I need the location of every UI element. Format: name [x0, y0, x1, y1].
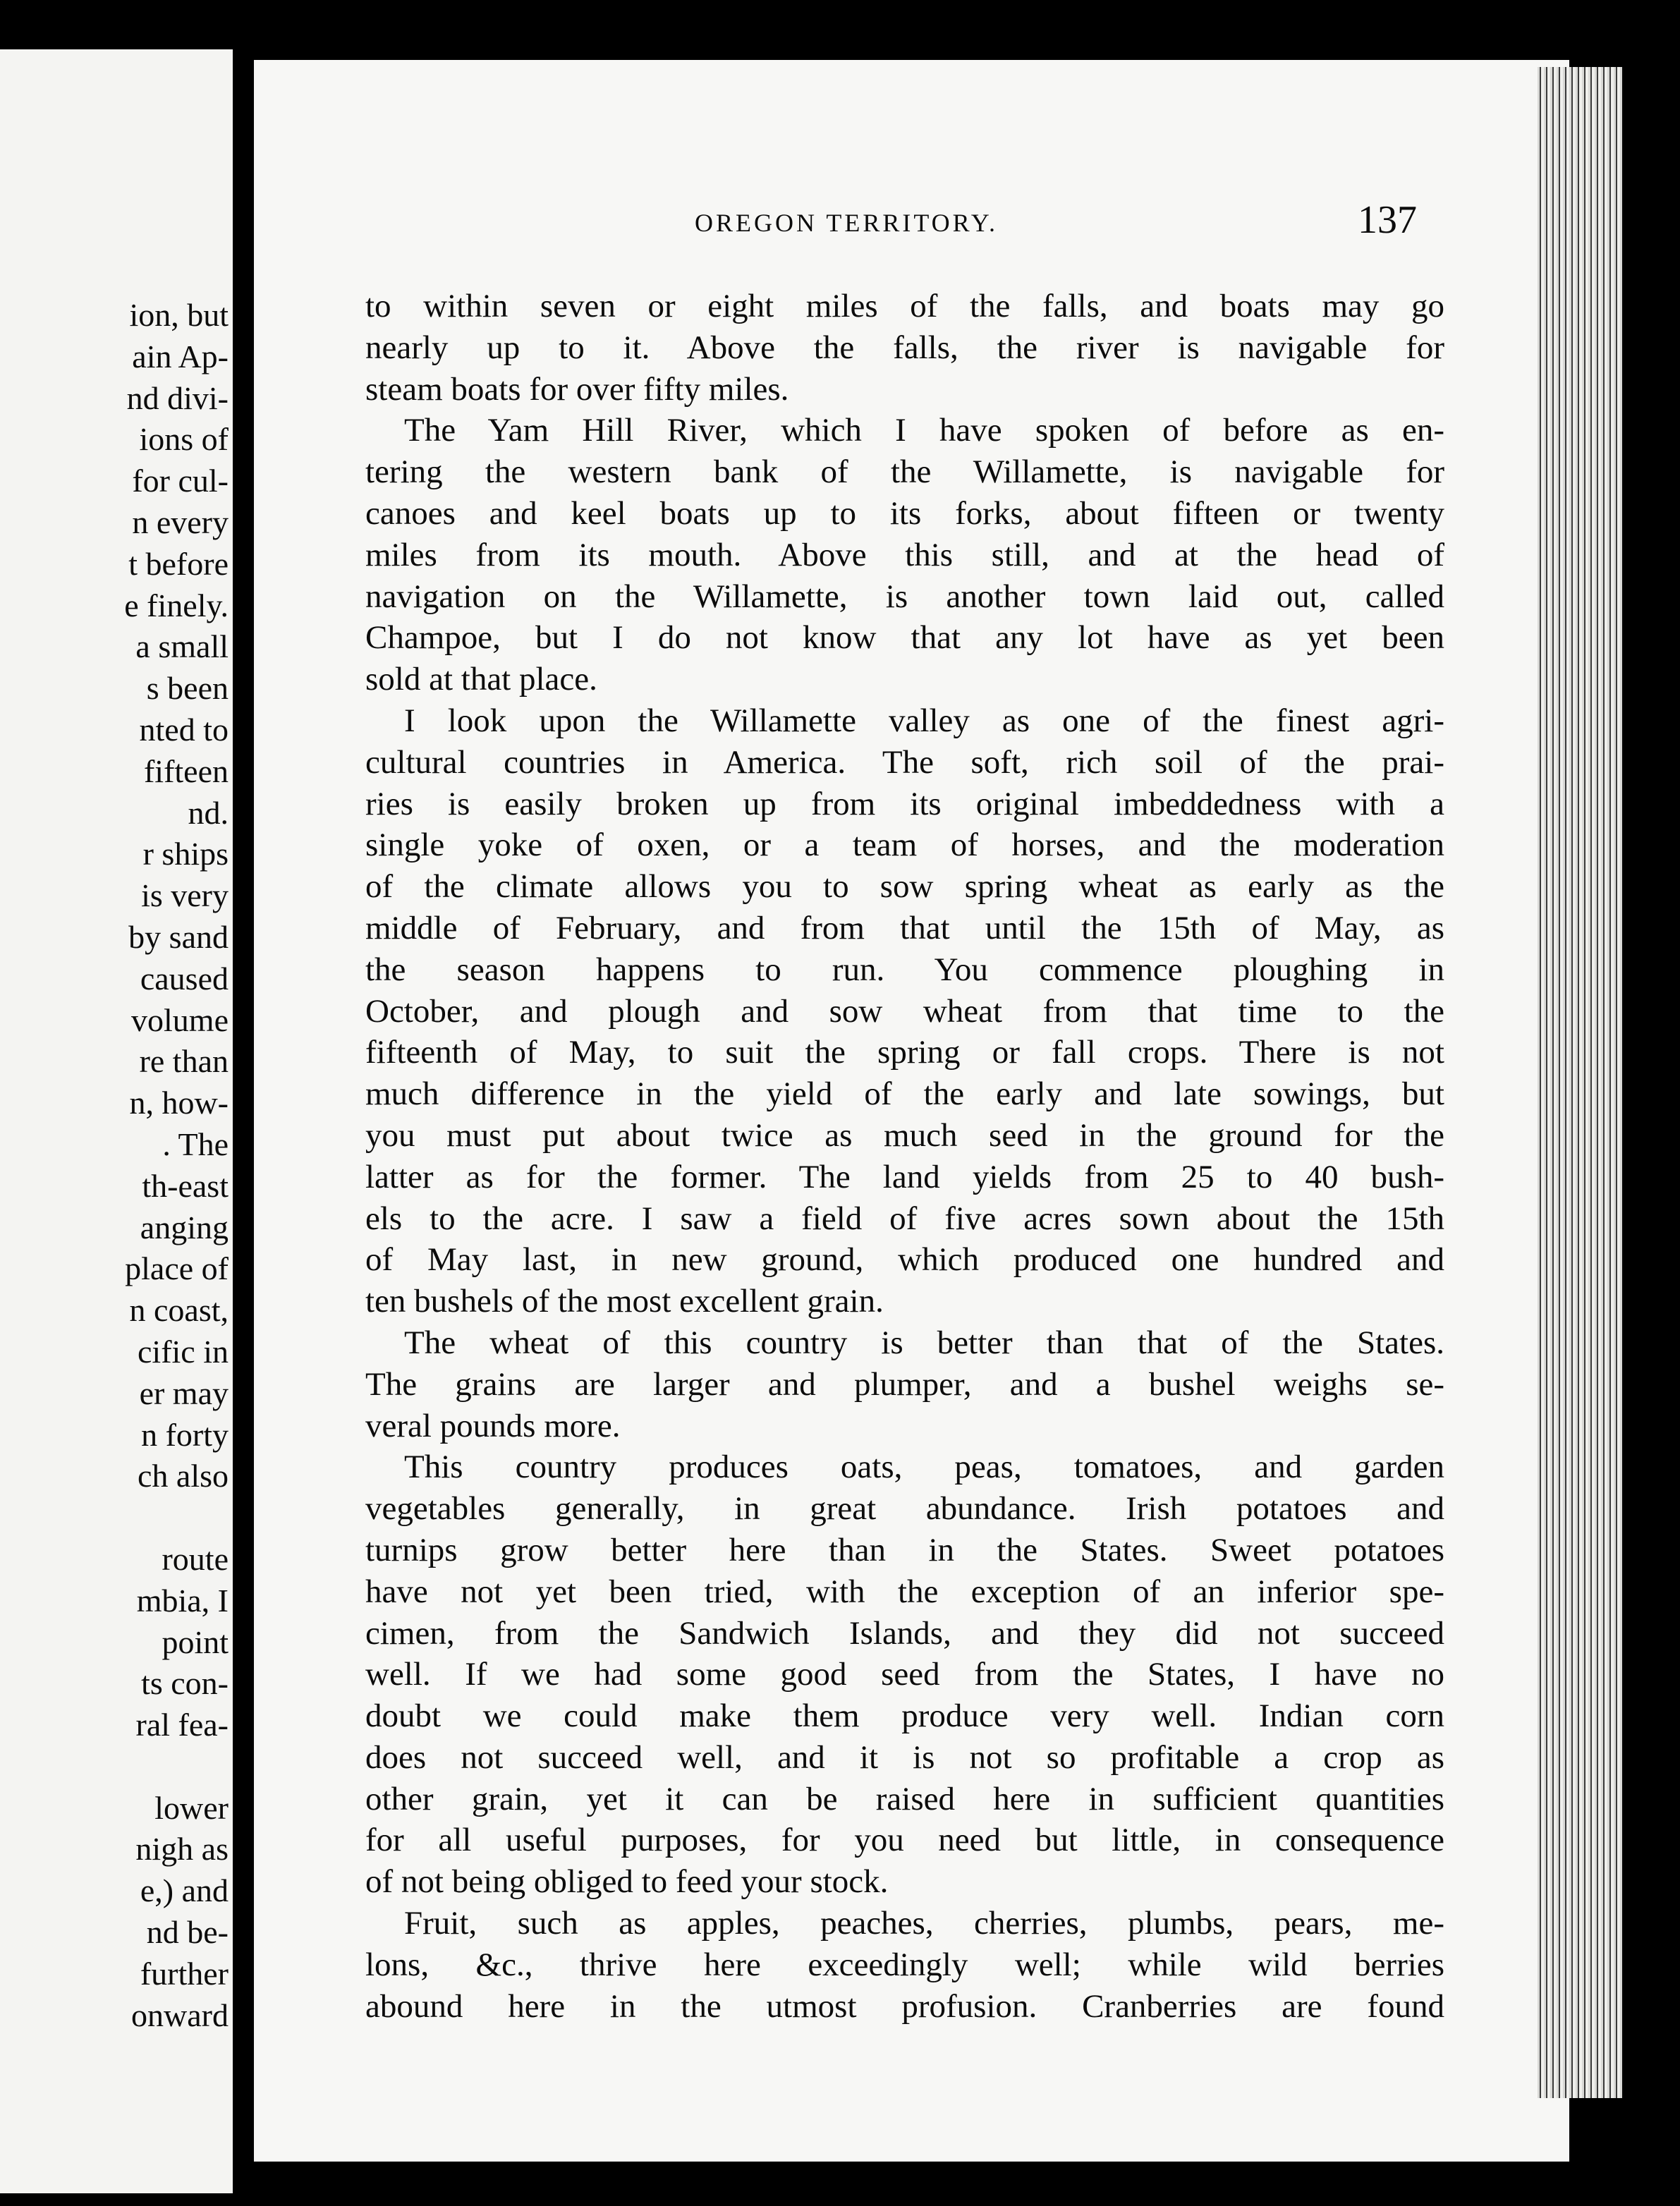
left-page-line: e finely.	[124, 587, 229, 623]
left-page-line: lower	[154, 1789, 229, 1826]
left-page-line	[0, 1746, 229, 1788]
left-page-line: ch also	[137, 1458, 229, 1494]
left-page-line: fifteen	[143, 752, 229, 789]
text-line: of May last, in new ground, which produced one hundred and	[365, 1241, 1444, 1279]
page-fore-edge	[1538, 67, 1622, 2098]
left-page-line: r ships	[142, 836, 229, 872]
left-page-line: n forty	[141, 1416, 229, 1453]
text-line: sold at that place.	[365, 661, 597, 698]
text-line: to within seven or eight miles of the falls, and boats may go	[365, 288, 1444, 324]
left-page-line: anging	[140, 1209, 229, 1245]
text-line: abound here in the utmost profusion. Cranberries are found	[365, 1987, 1444, 2025]
left-page-line: route	[162, 1540, 229, 1577]
running-head: OREGON TERRITORY.	[695, 209, 999, 237]
text-line: els to the acre. I saw a field of five acres sown about the 15th	[365, 1200, 1444, 1237]
text-line: miles from its mouth. Above this still, and at the head of	[365, 536, 1444, 573]
left-page-line: ral fea-	[135, 1707, 229, 1743]
text-line: for all useful purposes, for you need but little, in consequence	[365, 1822, 1444, 1859]
text-line: I look upon the Willamette valley as one of the finest agri-	[404, 702, 1444, 739]
left-page-line: nigh as	[135, 1831, 229, 1867]
left-page-line: place of	[125, 1250, 229, 1287]
text-line: nearly up to it. Above the falls, the river is navigable for	[365, 329, 1444, 366]
text-line: The wheat of this country is better than that of the States.	[404, 1324, 1444, 1361]
left-page-line: a small	[135, 628, 229, 665]
text-line: ries is easily broken up from its original imbeddedness with a	[365, 785, 1444, 822]
left-page-line: point	[162, 1623, 229, 1660]
text-line: latter as for the former. The land yields from 25 to 40 bush-	[365, 1158, 1444, 1195]
text-line: The Yam Hill River, which I have spoken of before as en-	[404, 412, 1444, 449]
text-line: the season happens to run. You commence ploughing in	[365, 951, 1444, 988]
text-line: Fruit, such as apples, peaches, cherries, plumbs, pears, me-	[404, 1905, 1444, 1942]
left-page-line: nd.	[188, 794, 229, 831]
text-line: doubt we could make them produce very well. Indian corn	[365, 1698, 1444, 1735]
text-line: canoes and keel boats up to its forks, about fifteen or twenty	[365, 494, 1444, 532]
text-line: steam boats for over fifty miles.	[365, 370, 789, 408]
text-line: lons, &c., thrive here exceedingly well; while wild berries	[365, 1946, 1444, 1983]
text-line: middle of February, and from that until the 15th of May, as	[365, 909, 1444, 946]
left-page-line: ions of	[139, 421, 229, 458]
left-page-line: mbia, I	[136, 1582, 229, 1619]
text-line: does not succeed well, and it is not so profitable a crop as	[365, 1738, 1444, 1776]
text-line: This country produces oats, peas, tomatoes, and garden	[404, 1449, 1444, 1486]
left-page-line: n every	[132, 504, 229, 540]
text-line: veral pounds more.	[365, 1407, 621, 1444]
left-page-line: n coast,	[129, 1292, 229, 1329]
left-page-line: . The	[162, 1126, 229, 1162]
text-line: October, and plough and sow wheat from that time to the	[365, 992, 1444, 1030]
left-page-line: by sand	[128, 918, 229, 955]
left-page-line: further	[140, 1955, 229, 1992]
text-line: of not being obliged to feed your stock.	[365, 1863, 889, 1901]
left-page-line: th-east	[142, 1167, 229, 1204]
left-page-line: nd be-	[146, 1914, 229, 1951]
left-page-line: volume	[131, 1001, 229, 1038]
left-page-line: t before	[128, 545, 229, 582]
left-page-line: ts con-	[141, 1665, 229, 1702]
left-page-line: ion, but	[129, 297, 229, 333]
text-line: turnips grow better here than in the States. Sweet potatoes	[365, 1531, 1444, 1568]
left-page-line: s been	[146, 670, 229, 707]
left-page-line: ain Ap-	[132, 338, 229, 374]
page-number: 137	[1358, 198, 1417, 242]
left-page-line: caused	[140, 960, 229, 997]
left-page-line: re than	[139, 1043, 229, 1080]
left-page-line: n, how-	[129, 1085, 229, 1121]
left-page-text	[0, 295, 229, 2036]
text-line: fifteenth of May, to suit the spring or fall crops. There is not	[365, 1034, 1444, 1071]
body-text	[365, 286, 1444, 2027]
left-page-line: is very	[141, 877, 229, 914]
text-line: cultural countries in America. The soft, rich soil of the prai-	[365, 743, 1444, 781]
text-line: much difference in the yield of the early and late sowings, but	[365, 1075, 1444, 1113]
text-line: you must put about twice as much seed in the ground for the	[365, 1116, 1444, 1154]
left-page-line: nd divi-	[126, 379, 229, 416]
text-line: of the climate allows you to sow spring wheat as early as the	[365, 868, 1444, 906]
text-line: Champoe, but I do not know that any lot have as yet been	[365, 619, 1444, 657]
left-facing-page	[0, 49, 233, 2193]
left-page-line: e,) and	[140, 1872, 229, 1909]
left-page-line: er may	[139, 1375, 229, 1411]
text-line: The grains are larger and plumper, and a bushel weighs se-	[365, 1365, 1444, 1403]
left-page-line: for cul-	[132, 463, 229, 499]
left-page-line: onward	[131, 1997, 229, 2033]
text-line: well. If we had some good seed from the States, I have no	[365, 1656, 1444, 1693]
text-line: single yoke of oxen, or a team of horses, and the moderation	[365, 827, 1444, 864]
text-line: tering the western bank of the Willamette, is navigable for	[365, 453, 1444, 491]
text-line: navigation on the Willamette, is another town laid out, called	[365, 578, 1444, 615]
text-line: vegetables generally, in great abundance. Irish potatoes and	[365, 1490, 1444, 1528]
left-page-line: nted to	[139, 711, 229, 748]
left-page-line	[0, 1497, 229, 1539]
text-line: cimen, from the Sandwich Islands, and they did not succeed	[365, 1614, 1444, 1652]
left-page-line: cific in	[138, 1333, 229, 1370]
book-gutter	[233, 0, 254, 2206]
text-line: ten bushels of the most excellent grain.	[365, 1283, 884, 1320]
text-line: have not yet been tried, with the exception of an inferior spe-	[365, 1573, 1444, 1610]
text-line: other grain, yet it can be raised here in sufficient quantities	[365, 1780, 1444, 1817]
